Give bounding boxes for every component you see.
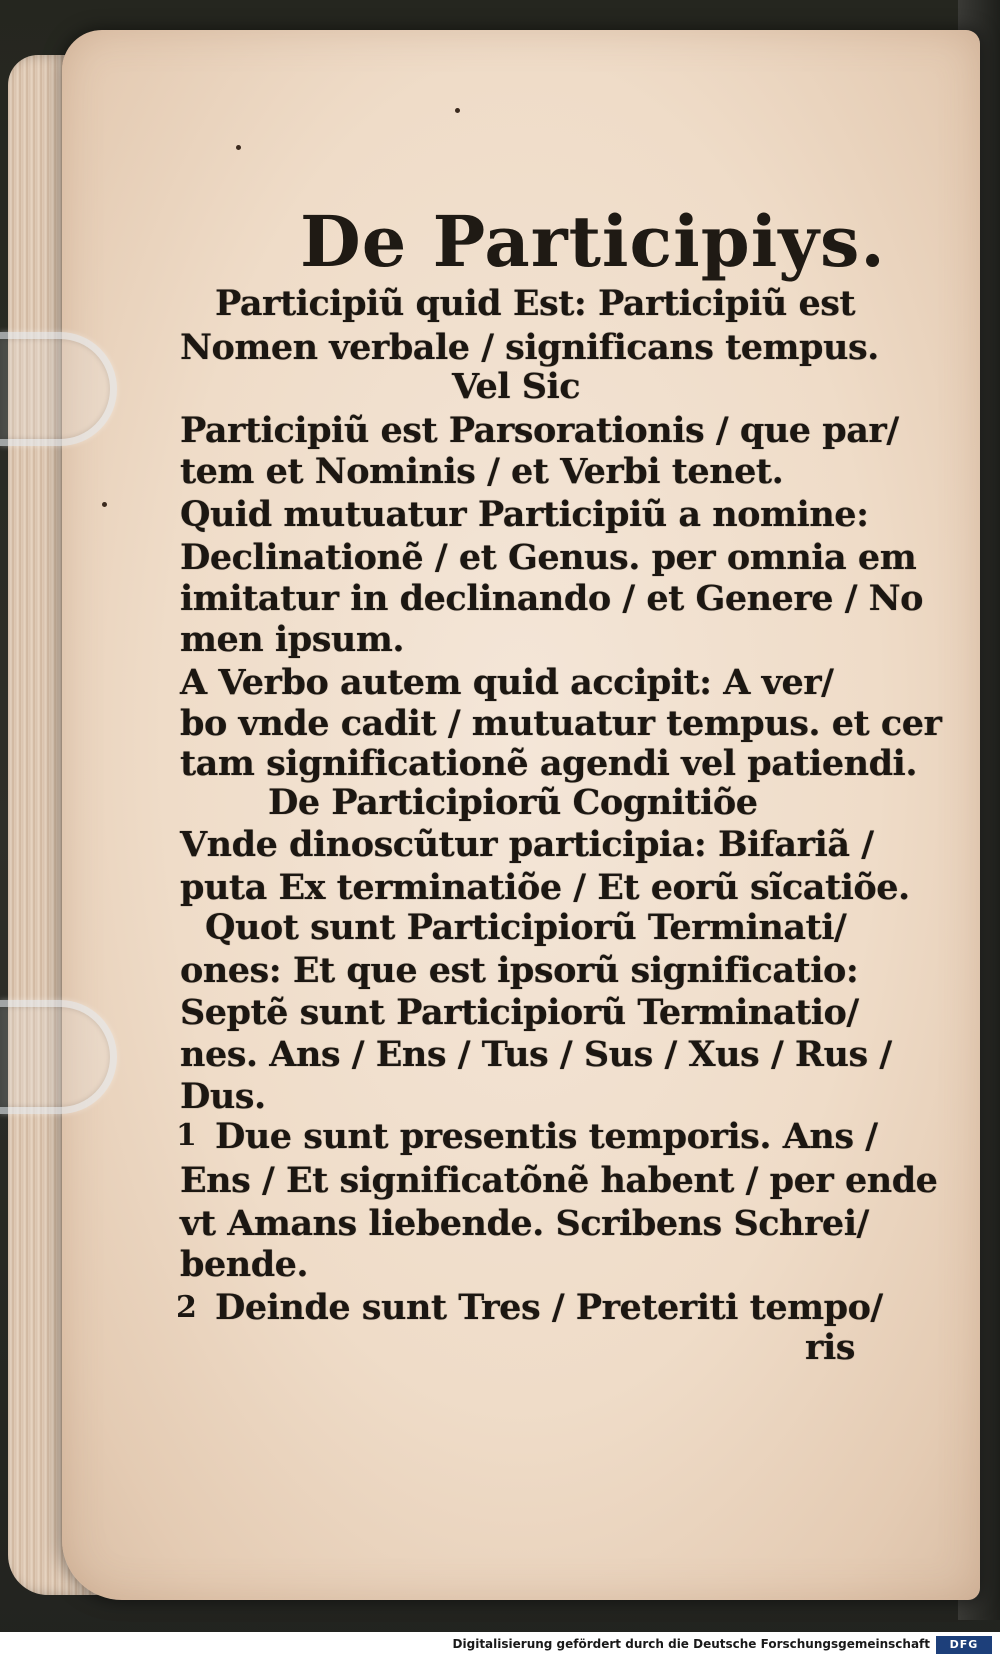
- marginal-number: 2: [176, 1290, 197, 1325]
- page-clip: [0, 332, 117, 446]
- text-line: De Participiorũ Cognitiõe: [268, 782, 758, 823]
- digitization-footer: [0, 1632, 1000, 1658]
- text-line: men ipsum.: [180, 619, 405, 660]
- text-line: bo vnde cadit / mutuatur tempus. et cer: [180, 703, 942, 744]
- text-line: Participiũ est Parsorationis / que par/: [180, 410, 899, 451]
- text-line: ones: Et que est ipsorũ significatio:: [180, 950, 859, 991]
- dfg-logo: DFG: [936, 1636, 992, 1654]
- text-line: ris: [805, 1327, 855, 1368]
- text-line: Septẽ sunt Participiorũ Terminatio/: [180, 992, 859, 1033]
- text-line: imitatur in declinando / et Genere / No: [180, 578, 924, 619]
- text-line: Participiũ quid Est: Participiũ est: [215, 283, 856, 324]
- text-line: vt Amans liebende. Scribens Schrei/: [180, 1203, 869, 1244]
- text-line: Quid mutuatur Participiũ a nomine:: [180, 494, 869, 535]
- page-title: De Participiys.: [300, 200, 886, 283]
- text-line: Nomen verbale / significans tempus.: [180, 327, 879, 368]
- text-line: tam significationẽ agendi vel patiendi.: [180, 743, 918, 784]
- text-line: Quot sunt Participiorũ Terminati/: [205, 907, 847, 948]
- text-line: Vnde dinoscũtur participia: Bifariã /: [180, 824, 874, 865]
- marginal-number: 1: [176, 1118, 197, 1153]
- text-line: Due sunt presentis temporis. Ans /: [215, 1116, 878, 1157]
- page-clip: [0, 1000, 117, 1114]
- text-line: A Verbo autem quid accipit: A ver/: [180, 662, 834, 703]
- ink-speck: [455, 108, 460, 113]
- text-line: puta Ex terminatiõe / Et eorũ sĩcatiõe.: [180, 867, 910, 908]
- text-line: tem et Nominis / et Verbi tenet.: [180, 451, 784, 492]
- ink-speck: [236, 145, 241, 150]
- text-line: Vel Sic: [452, 366, 581, 407]
- text-line: Declinationẽ / et Genus. per omnia em: [180, 537, 917, 578]
- text-line: Dus.: [180, 1076, 266, 1117]
- text-line: Deinde sunt Tres / Preteriti tempo/: [215, 1287, 883, 1328]
- footer-credit: Digitalisierung gefördert durch die Deutsche Forschungsgemeinschaft: [452, 1637, 930, 1651]
- text-line: bende.: [180, 1244, 309, 1285]
- text-line: nes. Ans / Ens / Tus / Sus / Xus / Rus /: [180, 1034, 892, 1075]
- ink-speck: [102, 502, 107, 507]
- text-line: Ens / Et significatõnẽ habent / per ende: [180, 1160, 938, 1201]
